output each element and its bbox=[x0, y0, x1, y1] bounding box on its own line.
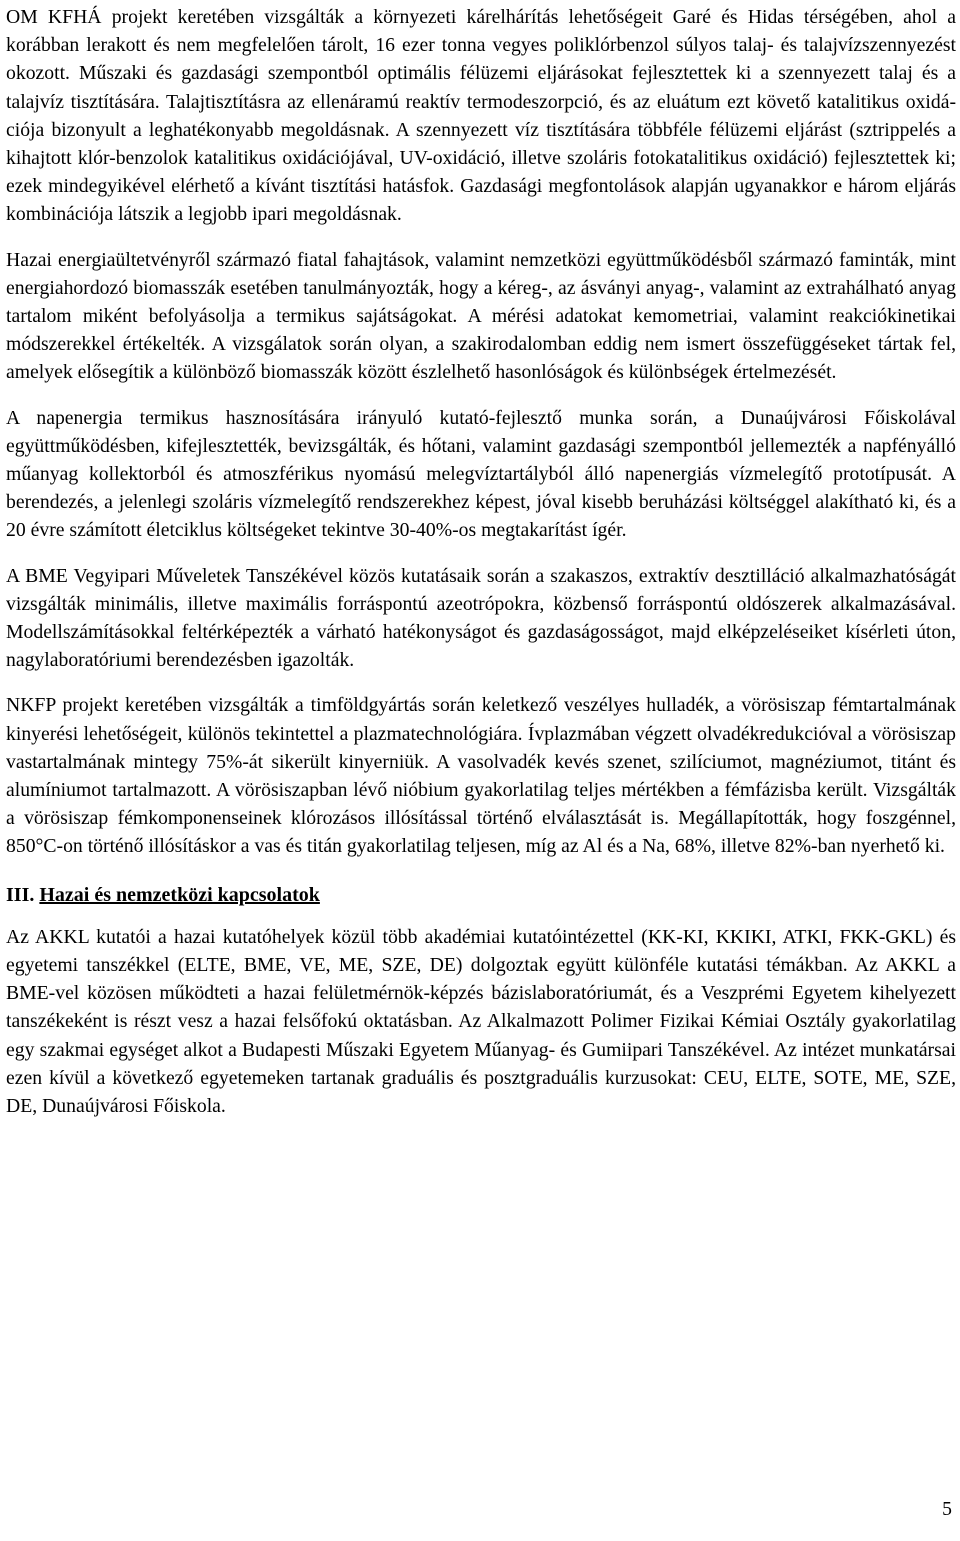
section-number: III. bbox=[6, 883, 35, 906]
paragraph-relations: Az AKKL kutatói a hazai kutatóhelyek közül több akadémiai kutatóintézettel (KK-KI, KKIKI, ATKI, FKK-GKL) és egyetemi tanszékkel (ELTE, BME, VE, ME, SZE, DE) dolgoztak együtt különféle kutatási témákban. Az AKKL a BME-vel közösen működteti a hazai felületmérnök-képzés bázislaboratóriumát, és a Veszprémi Egyetem kihelyezett tanszékeként is részt vesz a hazai felsőfokú oktatásban. Az Alkalmazott Polimer Fizikai Kémiai Osztály gyakorlatilag egy szakmai egységet alkot a Budapesti Műszaki Egyetem Műanyag- és Gumiipari Tanszékével. Az intézet munkatársai ezen kívül a következő egyetemeken tartanak graduális és posztgraduális kurzusokat: CEU, ELTE, SOTE, ME, SZE, DE, Dunaújvárosi Főiskola. bbox=[6, 925, 956, 1117]
paragraph-distillation: A BME Vegyipari Műveletek Tanszékével közös kutatásaik során a szakaszos, extraktív desztilláció alkalmazhatóságát vizsgálták minimális, illetve maximális forráspontú azeotrópokra, közbenső forráspontú oldószerek alkalmazásával. Modellszámításokkal feltérképezték a várható hatékonyságot és gazdaságosságot, majd elképzeléseiket kísérleti úton, nagylaboratóriumi berendezésben igazolták. bbox=[6, 564, 956, 672]
paragraph-biomass: Hazai energiaültetvényről származó fiatal fahajtások, valamint nemzetközi együttműködésből származó faminták, mint energiahordozó biomasszák esetében tanulmányozták, hogy a kéreg-, az ásványi anyag-, valamint az extrahálható anyag tartalom miként befolyásolja a termikus sajátságokat. A mérési adatokat kemometriai, valamint reakciókinetikai módszerekkel értékelték. A vizsgálatok során olyan, a szakirodalomban eddig nem ismert összefüggéseket tártak fel, amelyek elősegítik a különböző biomasszák között észlelhető hasonlóságok és különbségek értelmezését. bbox=[6, 248, 956, 384]
section-title: Hazai és nemzetközi kapcsolatok bbox=[39, 883, 320, 906]
document-page bbox=[6, 3, 956, 1120]
paragraph-solar-energy: A napenergia termikus hasznosítására irányuló kutató-fejlesztő munka során, a Dunaújvárosi Főiskolával együttműködésben, kifejlesztették, bevizsgálták, és hőtani, valamint gazdasági szempontból jellemezték a napfényálló műanyag kollektorból és atmoszférikus nyomású melegvíztartályból álló napenergiás vízmelegítő prototípusát. A berendezés, a jelenlegi szoláris vízmelegítő rendszerekhez képest, jóval kisebb beruházási költséggel alakítható ki, és a 20 évre számított életciklus költségeket tekintve 30-40%-os megtakarítást ígér. bbox=[6, 406, 956, 542]
section-heading bbox=[6, 881, 956, 909]
paragraph-red-mud: NKFP projekt keretében vizsgálták a timföldgyártás során keletkező veszélyes hulladék, a vörösiszap fémtartalmának kinyerési lehetőségeit, különös tekintettel a plazmatechnológiára. Ívplazmában végzett olvadékredukcióval a vörösiszap vastartalmának mintegy 75%-át sikerült kinyerniük. A vasolvadék kevés szenet, szilíciumot, magnéziumot, titánt és alumíniumot tartalmazott. A vörösiszapban lévő nióbium gyakorlatilag teljes mértékben a fémfázisba került. Vizsgálták a vörösiszap fémkomponenseinek klórozásos illósítással történő elválasztását is. Megállapították, hogy foszgénnel, 850°C-on történő illósításkor a vas és titán gyakorlatilag teljesen, míg az Al és a Na, 68%, illetve 82%-ban nyerhető ki. bbox=[6, 694, 956, 858]
paragraph-soil-remediation: OM KFHÁ projekt keretében vizsgálták a környezeti kárelhárítás lehetőségeit Garé és Hidas térségében, ahol a korábban lerakott és nem megfelelően tárolt, 16 ezer tonna vegyes poliklórbenzol súlyos talaj- és talajvízszennyezést okozott. Műszaki és gazdasági szempontból optimális félüzemi eljárásokat fejlesztettek ki a szennyezett talaj és a talajvíz tisztítására. Talajtisztításra az ellenáramú reaktív termodeszorpció, és az eluátum ezt követő katalitikus oxidációja bizonyult a leghatékonyabb megoldásnak. A szennyezett víz tisztítására többféle félüzemi eljárást (sztrippelés a kihajtott klór-benzolok katalitikus oxidációjával, UV-oxidáció, illetve szoláris fotokatalitikus oxidáció) fejlesztettek ki; ezek mindegyikével elérhető a kívánt tisztítási hatásfok. Gazdasági megfontolások alapján ugyanakkor e három eljárás kombinációja látszik a legjobb ipari megoldásnak. bbox=[6, 6, 956, 226]
page-number: 5 bbox=[942, 1498, 952, 1520]
